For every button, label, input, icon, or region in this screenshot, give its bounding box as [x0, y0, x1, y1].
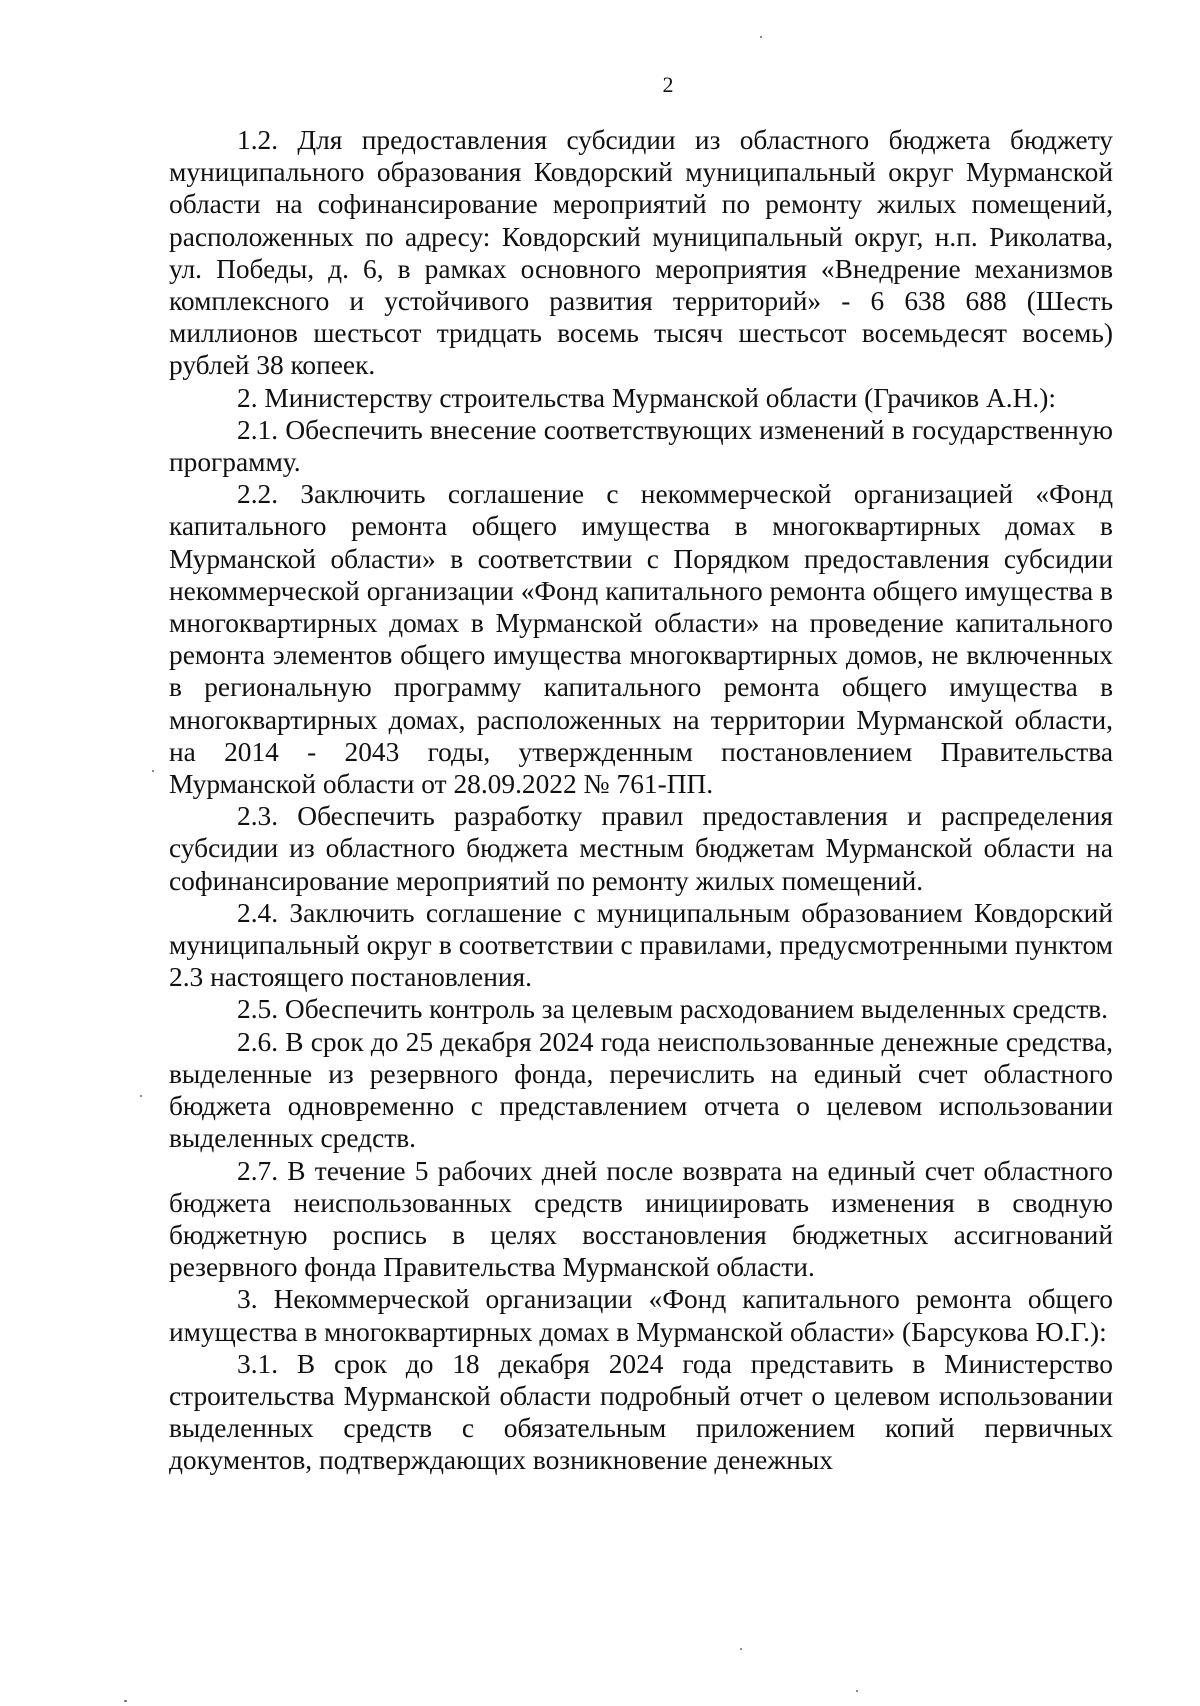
- scan-speck: [856, 1690, 858, 1692]
- scan-speck: [140, 1095, 142, 1097]
- paragraph-2: 2. Министерству строительства Мурманской области (Грачиков А.Н.):: [237, 382, 1056, 413]
- paragraph-2-7: 2.7. В течение 5 рабочих дней после возврата на единый счет областного бюджета неиспользованных средств инициировать изменения в сводную бюджетную роспись в целях восстановления бюджетных ассигнований резервного фонда Правительства Мурманской области.: [169, 1155, 1113, 1283]
- paragraph-3: 3. Некоммерческой организации «Фонд капитального ремонта общего имущества в многоквартирных домах в Мурманской области» (Барсукова Ю.Г.):: [169, 1284, 1113, 1347]
- paragraph-2-6: 2.6. В срок до 25 декабря 2024 года неиспользованные денежные средства, выделенные из резервного фонда, перечислить на единый счет областного бюджета одновременно с представлением отчета о целевом использовании выделенных средств.: [169, 1026, 1113, 1154]
- paragraph-2-2: 2.2. Заключить соглашение с некоммерческой организацией «Фонд капитального ремонта общего имущества в многоквартирных домах в Мурманской области» в соответствии с Порядком предоставления субсидии некоммерческой организации «Фонд капитального ремонта общего имущества в многоквартирных домах в Мурманской области» на проведение капитального ремонта элементов общего имущества многоквартирных домов, не включенных в региональную программу капитального ремонта общего имущества в многоквартирных домах, расположенных на территории Мурманской области, на 2014 - 2043 годы, утвержденным постановлением Правительства Мурманской области от 28.09.2022 № 761-ПП.: [169, 479, 1113, 800]
- scan-speck: [124, 1700, 127, 1702]
- paragraph-2-1: 2.1. Обеспечить внесение соответствующих изменений в государственную программу.: [169, 414, 1113, 478]
- document-body: [169, 124, 1113, 1477]
- paragraph-2-3: 2.3. Обеспечить разработку правил предоставления и распределения субсидии из областного бюджета местным бюджетам Мурманской области на софинансирование мероприятий по ремонту жилых помещений.: [169, 801, 1113, 896]
- page-number: 2: [662, 72, 674, 97]
- paragraph-2-5: 2.5. Обеспечить контроль за целевым расходованием выделенных средств.: [237, 994, 1108, 1025]
- scan-speck: [760, 36, 762, 38]
- paragraph-1-2: 1.2. Для предоставления субсидии из областного бюджета бюджету муниципального образования Ковдорский муниципальный округ Мурманской области на софинансирование мероприятий по ремонту жилых помещений, расположенных по адресу: Ковдорский муниципальный округ, н.п. Риколатва, ул. Победы, д. 6, в рамках основного мероприятия «Внедрение механизмов комплексного и устойчивого развития территорий» - 6 638 688 (Шесть миллионов шестьсот тридцать восемь тысяч шестьсот восемьдесят восемь) рублей 38 копеек.: [169, 125, 1113, 381]
- paragraph-3-1: 3.1. В срок до 18 декабря 2024 года представить в Министерство строительства Мурманской области подробный отчет о целевом использовании выделенных средств с обязательным приложением копий первичных документов, подтверждающих возникновение денежных: [169, 1348, 1113, 1476]
- scan-speck: [740, 1648, 742, 1650]
- paragraph-2-4: 2.4. Заключить соглашение с муниципальным образованием Ковдорский муниципальный округ в соответствии с правилами, предусмотренными пунктом 2.3 настоящего постановления.: [169, 897, 1113, 993]
- scan-speck: [152, 770, 154, 772]
